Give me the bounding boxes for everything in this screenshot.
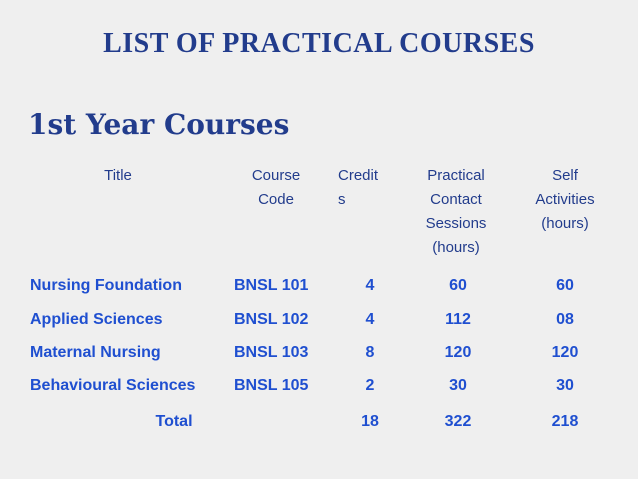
course-title: Applied Sciences [30, 311, 163, 328]
header-title: Title [104, 167, 132, 184]
course-practical-hours: 30 [449, 377, 467, 394]
course-code: BNSL 102 [234, 311, 309, 328]
course-code: BNSL 101 [234, 277, 309, 294]
course-practical-hours: 60 [449, 277, 467, 294]
course-credits: 4 [365, 277, 375, 294]
header-credits: Credit s [338, 167, 379, 208]
header-self-activities: Self Activities (hours) [535, 167, 595, 232]
slide-title: LIST OF PRACTICAL COURSES [103, 28, 535, 59]
course-practical-hours: 112 [445, 311, 471, 328]
course-self-hours: 30 [556, 377, 574, 394]
course-title: Maternal Nursing [30, 344, 161, 361]
total-self-hours: 218 [551, 413, 579, 430]
total-practical-hours: 322 [444, 413, 472, 430]
header-practical-contact-sessions: Practical Contact Sessions (hours) [425, 167, 487, 256]
course-title: Nursing Foundation [30, 277, 182, 294]
course-practical-hours: 120 [444, 344, 472, 361]
course-credits: 4 [365, 311, 375, 328]
total-credits: 18 [361, 413, 379, 430]
course-self-hours: 08 [556, 311, 574, 328]
course-credits: 8 [365, 344, 375, 361]
header-course-code: Course Code [251, 167, 301, 208]
course-credits: 2 [365, 377, 375, 394]
course-self-hours: 60 [556, 277, 574, 294]
course-title: Behavioural Sciences [30, 377, 196, 394]
course-self-hours: 120 [551, 344, 579, 361]
course-code: BNSL 103 [234, 344, 309, 361]
total-label: Total [155, 413, 193, 430]
course-code: BNSL 105 [234, 377, 309, 394]
section-heading: 1st Year Courses [28, 108, 290, 141]
